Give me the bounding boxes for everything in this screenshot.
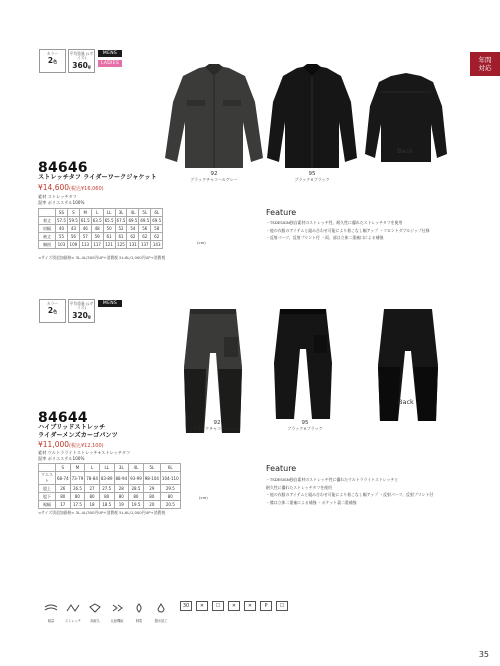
size-cell: 52	[115, 225, 127, 233]
pants-92-image	[178, 307, 248, 437]
stretch-icon	[64, 598, 82, 623]
table-row	[39, 493, 181, 501]
size-cell: 57.5	[57, 218, 66, 223]
weight-label: 平均重量 (Lサイズ)	[69, 300, 94, 310]
pants-95-color: ブラック×ブラック	[287, 426, 323, 431]
table-row	[39, 241, 163, 249]
size-header: S	[56, 464, 71, 472]
product2-name-line2: ライダーメンズカーゴパンツ	[38, 431, 118, 439]
size-cell: 58	[151, 225, 163, 233]
size-cell: 80	[99, 493, 114, 501]
product1-price-value: ¥14,600	[38, 183, 70, 192]
product1-material-line1: 素材 ストレッチタフ	[38, 194, 77, 199]
table-row	[39, 233, 163, 241]
weight-unit: g	[87, 63, 91, 69]
page-number: 35	[478, 650, 489, 659]
wind-icon	[42, 598, 60, 623]
product1-price-tax: (税込¥16,060)	[69, 186, 104, 192]
size-cell: 20.5	[160, 501, 180, 509]
dry-clean-icon: P	[260, 601, 272, 611]
size-header: 4L	[129, 464, 144, 472]
jacket-92-image	[163, 62, 265, 172]
row-label: 袖丈	[39, 233, 56, 241]
product1-price	[38, 183, 104, 192]
size-header: L	[85, 464, 100, 472]
size-cell: 117	[91, 241, 103, 249]
size-cell: 55	[56, 233, 68, 241]
product2-price-value: ¥11,000	[38, 440, 70, 449]
row-label: 着丈	[39, 217, 56, 225]
size-cell: 143	[151, 241, 163, 249]
size-header: SS	[56, 209, 68, 217]
product1-unit: (cm)	[197, 240, 206, 245]
product1-feature-title: Feature	[266, 208, 297, 217]
reflect-icon	[108, 598, 126, 623]
size-cell: 83-89	[99, 472, 114, 485]
size-cell: 80	[56, 493, 71, 501]
product2-unit: (cm)	[199, 495, 208, 500]
year-round-tab	[470, 52, 500, 76]
size-cell: 59	[91, 233, 103, 241]
pants-92-caption	[178, 421, 256, 431]
size-cell: 69.5	[128, 218, 138, 223]
weight-box	[68, 49, 95, 73]
size-cell: 93-99	[129, 472, 144, 485]
no-wring-icon: ✕	[244, 601, 256, 611]
function-icon-label: ストレッチ	[65, 619, 81, 623]
weight-value: 320	[72, 310, 88, 320]
size-cell: 131	[127, 241, 139, 249]
weight-label: 平均重量 (Lサイズ)	[69, 50, 94, 60]
line-dry-icon: ☐	[276, 601, 288, 611]
size-header: 6L	[160, 464, 180, 472]
product2-price-tax: (税込¥12,100)	[69, 443, 104, 449]
color-count-value: 2	[47, 56, 54, 65]
size-cell: 61	[103, 233, 115, 241]
row-label: ウエスト	[39, 472, 56, 485]
feature-item: 耐久性に優れたストレッチタフを使用	[266, 484, 332, 490]
table-row	[39, 225, 163, 233]
size-cell: 80	[85, 493, 100, 501]
color-count-label: カラー	[46, 50, 59, 56]
size-cell: 57	[79, 233, 91, 241]
product2-material-line2: 混率 ポリエステル100%	[38, 456, 85, 461]
table-row	[39, 472, 181, 485]
size-header: 6L	[151, 209, 163, 217]
pants-95-caption	[266, 421, 344, 431]
size-cell: 62	[151, 233, 163, 241]
row-label: 肩幅	[39, 225, 56, 233]
pants-back-image	[374, 307, 442, 425]
size-cell: 65.5	[104, 218, 114, 223]
product1-feature-list	[266, 219, 486, 242]
no-iron-icon: ✕	[228, 601, 240, 611]
pants-92-color: ブラックチャコールグレー	[193, 426, 241, 431]
mens-badge: MENS	[98, 300, 122, 307]
size-header: M	[70, 464, 85, 472]
table-row	[39, 501, 181, 509]
size-cell: 88-94	[114, 472, 129, 485]
size-cell: 73-79	[70, 472, 85, 485]
mens-badge: MENS	[98, 50, 122, 57]
size-cell: 67.5	[116, 218, 126, 223]
size-cell: 125	[115, 241, 127, 249]
table-row	[39, 209, 163, 217]
size-cell: 61.5	[80, 218, 90, 223]
size-cell: 69.5	[140, 218, 150, 223]
color-count-value: 2	[47, 306, 54, 315]
jacket-92-caption	[172, 172, 256, 182]
size-cell: 121	[103, 241, 115, 249]
ladies-badge: LADIES	[98, 60, 122, 67]
size-cell: 29	[143, 485, 160, 493]
size-header: 5L	[139, 209, 151, 217]
product1-material	[38, 194, 84, 206]
product1-note: <サイズ別追加価格> 3L-4L/300円UP+消費税 5L-6L/1,000円UP+消費税	[38, 255, 166, 260]
size-cell: 48	[91, 225, 103, 233]
size-cell: 98-104	[143, 472, 160, 485]
size-cell: 80	[160, 493, 180, 501]
feature-item: ・他の衣服のアイテムと組み合わせ可能により着こなし幅アップ ・フロントダブルジップ仕様	[266, 227, 430, 233]
pants-back-label: Back	[398, 398, 414, 406]
size-cell: 19.5	[129, 501, 144, 509]
size-header: L	[91, 209, 103, 217]
table-row	[39, 485, 181, 493]
antistatic-icon	[130, 598, 148, 623]
table-row	[39, 217, 163, 225]
product2-feature-title: Feature	[266, 464, 297, 473]
jacket-95-color: ブラック×ブラック	[294, 177, 330, 182]
feature-item: ・他の衣服のアイテムと組み合わせ可能により着こなし幅アップ ・反射パーツ、反射プリント付	[266, 492, 434, 497]
size-cell: 137	[139, 241, 151, 249]
size-header: LL	[99, 464, 114, 472]
color-count-box	[39, 299, 66, 323]
size-cell: 28	[114, 485, 129, 493]
color-count-label: カラー	[46, 300, 59, 306]
jacket-95-caption	[270, 172, 354, 182]
function-icon-label: 反射機能	[110, 619, 124, 623]
size-header: S	[67, 209, 79, 217]
product2-note: <サイズ別追加価格> 3L-4L/300円UP+消費税 5L-6L/1,000円UP+消費税	[38, 510, 166, 515]
size-cell: 43	[67, 225, 79, 233]
product2-feature-list	[266, 476, 490, 506]
weight-value: 360	[72, 60, 88, 70]
size-cell: 78-84	[85, 472, 100, 485]
product1-size-table	[38, 208, 163, 249]
size-cell: 68-74	[56, 472, 71, 485]
product1-material-line2: 混率 ポリエステル100%	[38, 200, 85, 205]
weight-box	[68, 299, 95, 323]
durable-icon	[86, 598, 104, 623]
color-count-unit: 色	[53, 309, 58, 314]
size-cell: 27	[85, 485, 100, 493]
size-cell: 20	[143, 501, 160, 509]
size-header: 5L	[143, 464, 160, 472]
size-cell: 104-110	[160, 472, 180, 485]
row-label: 裾幅	[39, 501, 56, 509]
feature-item: ・TSDESIGN独自素材のストレッチ性に優れたウルトラライトストレッチと	[266, 477, 399, 482]
size-cell: 80	[129, 493, 144, 501]
function-icon-label: 撥水加工	[154, 619, 168, 623]
size-cell: 80	[114, 493, 129, 501]
size-cell: 46	[79, 225, 91, 233]
jacket-92-code: 92	[210, 171, 218, 177]
row-label: 股上	[39, 485, 56, 493]
size-cell: 113	[79, 241, 91, 249]
size-cell: 54	[127, 225, 139, 233]
no-bleach-icon: ✕	[196, 601, 208, 611]
feature-item: ・反射パーツ、反射プリント付 ・両、部は立体二重袖口による補強	[266, 235, 384, 240]
function-icon-label: 軽量	[47, 619, 55, 623]
size-cell: 59.5	[68, 218, 78, 223]
tumble-dry-icon: ☐	[212, 601, 224, 611]
product2-code: 84644	[38, 410, 88, 426]
size-cell: 69.5	[152, 218, 162, 223]
size-cell: 26	[56, 485, 71, 493]
color-count-box	[39, 49, 66, 73]
size-cell: 56	[139, 225, 151, 233]
jacket-95-code: 95	[308, 171, 316, 177]
size-header: 4L	[127, 209, 139, 217]
size-cell: 18.5	[99, 501, 114, 509]
size-cell: 29.5	[160, 485, 180, 493]
water-icon	[152, 598, 170, 623]
wash-30-icon: 30	[180, 601, 192, 611]
size-header: 3L	[114, 464, 129, 472]
product2-size-table	[38, 463, 181, 509]
size-cell: 109	[67, 241, 79, 249]
product2-price	[38, 440, 104, 449]
pants-92-code: 92	[213, 420, 221, 426]
size-cell: 80	[143, 493, 160, 501]
pants-95-code: 95	[301, 420, 309, 426]
product1-name: ストレッチタフ ライダーワークジャケット	[38, 174, 157, 181]
size-cell: 40	[56, 225, 68, 233]
size-cell: 61	[115, 233, 127, 241]
year-round-tab-line1: 年間	[478, 56, 492, 64]
row-label: 股下	[39, 493, 56, 501]
size-cell: 26.5	[70, 485, 85, 493]
size-cell: 62	[127, 233, 139, 241]
feature-item: ・膝は立体二重袖による補強 ・ポケット裏二重補強	[266, 499, 357, 505]
product2-name-line1: ハイブリッドストレッチ	[38, 424, 106, 431]
function-icon-label: 制電	[135, 619, 143, 623]
size-cell: 17.5	[70, 501, 85, 509]
size-cell: 27.5	[99, 485, 114, 493]
pants-95-image	[270, 307, 336, 423]
weight-unit: g	[87, 313, 91, 319]
year-round-tab-line2: 対応	[478, 64, 492, 72]
jacket-92-color: ブラックチャコールグレー	[190, 177, 238, 182]
color-count-unit: 色	[53, 59, 58, 64]
size-cell: 56	[67, 233, 79, 241]
function-icon-label: 高耐久	[90, 619, 100, 623]
product2-name	[38, 424, 118, 439]
size-header: LL	[103, 209, 115, 217]
table-row	[39, 464, 181, 472]
jacket-95-image	[265, 62, 359, 172]
feature-item: ・TSDESIGN独自素材のストレッチ性、耐久性に優れたストレッチタフを使用	[266, 220, 403, 225]
jacket-back-label: Back	[397, 147, 413, 155]
size-cell: 63.5	[92, 218, 102, 223]
product1-code: 84646	[38, 160, 88, 176]
size-cell: 62	[139, 233, 151, 241]
size-header: 3L	[115, 209, 127, 217]
size-cell: 50	[103, 225, 115, 233]
product2-material-line1: 素材 ウルトラライトストレッチ+ストレッチタフ	[38, 450, 131, 455]
size-cell: 28.5	[129, 485, 144, 493]
product2-material	[38, 450, 130, 462]
size-cell: 103	[56, 241, 68, 249]
row-label: 胸囲	[39, 241, 56, 249]
size-cell: 18	[85, 501, 100, 509]
size-cell: 17	[56, 501, 71, 509]
size-cell: 80	[70, 493, 85, 501]
size-cell: 19	[114, 501, 129, 509]
size-header: M	[79, 209, 91, 217]
